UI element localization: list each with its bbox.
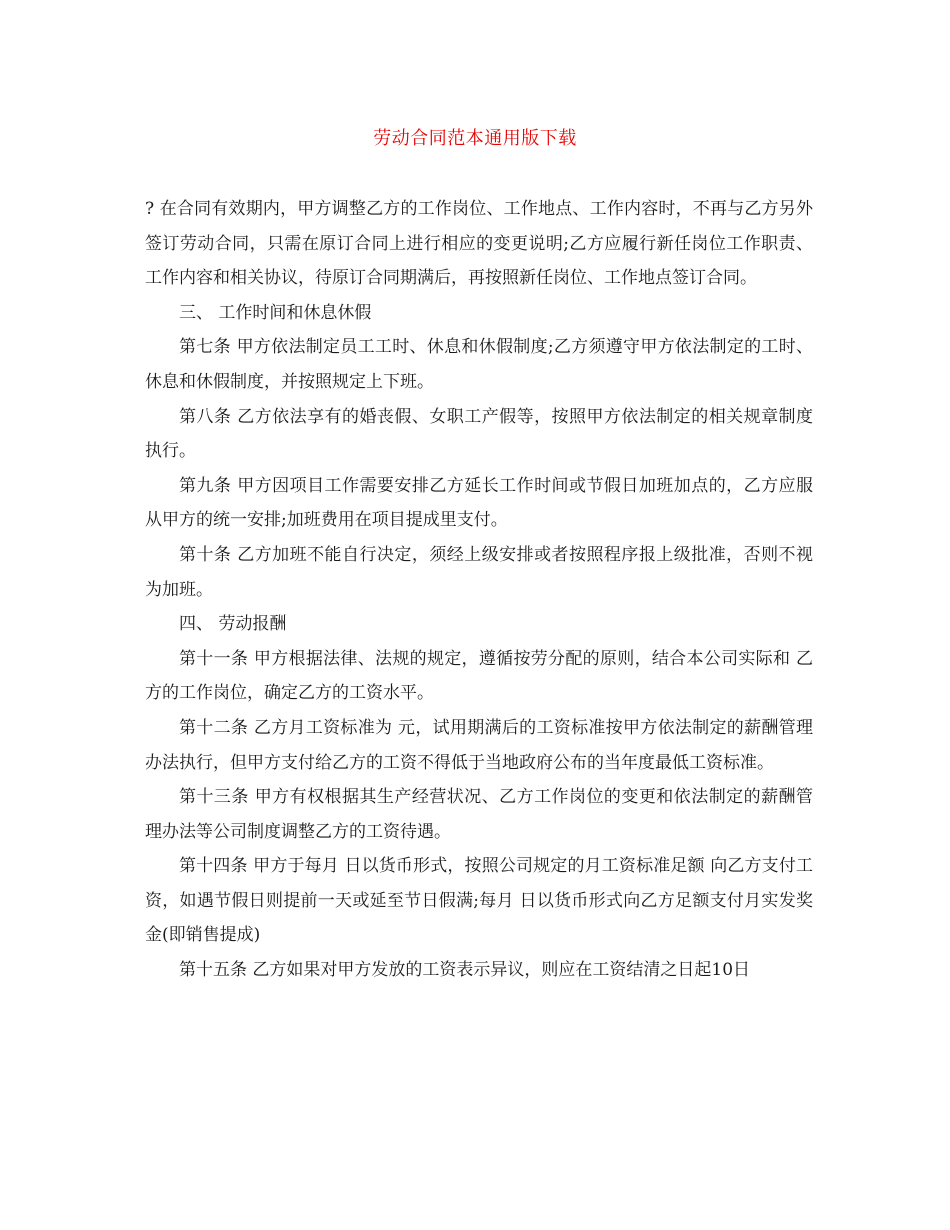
article-15: 第十五条 乙方如果对甲方发放的工资表示异议，则应在工资结清之日起10日 (179, 960, 751, 981)
section-heading-remuneration: 四、 劳动报酬 (179, 614, 287, 635)
article-7: 第七条 甲方依法制定员工工时、休息和休假制度;乙方须遵守甲方依法制定的工时、休息和休假制度，并按照规定上下班。 (145, 337, 813, 392)
article-14: 第十四条 甲方于每月 日以货币形式，按照公司规定的月工资标准足额 向乙方支付工资，如遇节假日则提前一天或延至节日假满;每月 日以货币形式向乙方足额支付月实发奖金(即销售提成) (145, 856, 813, 946)
document-body (145, 192, 813, 988)
section-heading-work-hours: 三、 工作时间和休息休假 (179, 302, 372, 323)
article-8: 第八条 乙方依法享有的婚丧假、女职工产假等，按照甲方依法制定的相关规章制度执行。 (145, 406, 813, 462)
article-13: 第十三条 甲方有权根据其生产经营状况、乙方工作岗位的变更和依法制定的薪酬管理办法等公司制度调整乙方的工资待遇。 (145, 787, 813, 842)
article-10: 第十条 乙方加班不能自行决定，须经上级安排或者按照程序报上级批准，否则不视为加班。 (145, 544, 813, 600)
document-title: 劳动合同范本通用版下载 (373, 128, 577, 149)
paragraph-intro: ? 在合同有效期内，甲方调整乙方的工作岗位、工作地点、工作内容时，不再与乙方另外签订劳动合同，只需在原订合同上进行相应的变更说明;乙方应履行新任岗位工作职责、工作内容和相关协议，待原订合同期满后，再按照新任岗位、工作地点签订合同。 (145, 199, 813, 289)
article-9: 第九条 甲方因项目工作需要安排乙方延长工作时间或节假日加班加点的，乙方应服从甲方的统一安排;加班费用在项目提成里支付。 (145, 475, 813, 531)
article-12: 第十二条 乙方月工资标准为 元，试用期满后的工资标准按甲方依法制定的薪酬管理办法执行，但甲方支付给乙方的工资不得低于当地政府公布的当年度最低工资标准。 (145, 717, 813, 773)
article-11: 第十一条 甲方根据法律、法规的规定，遵循按劳分配的原则，结合本公司实际和 乙方的工作岗位，确定乙方的工资水平。 (145, 648, 813, 704)
